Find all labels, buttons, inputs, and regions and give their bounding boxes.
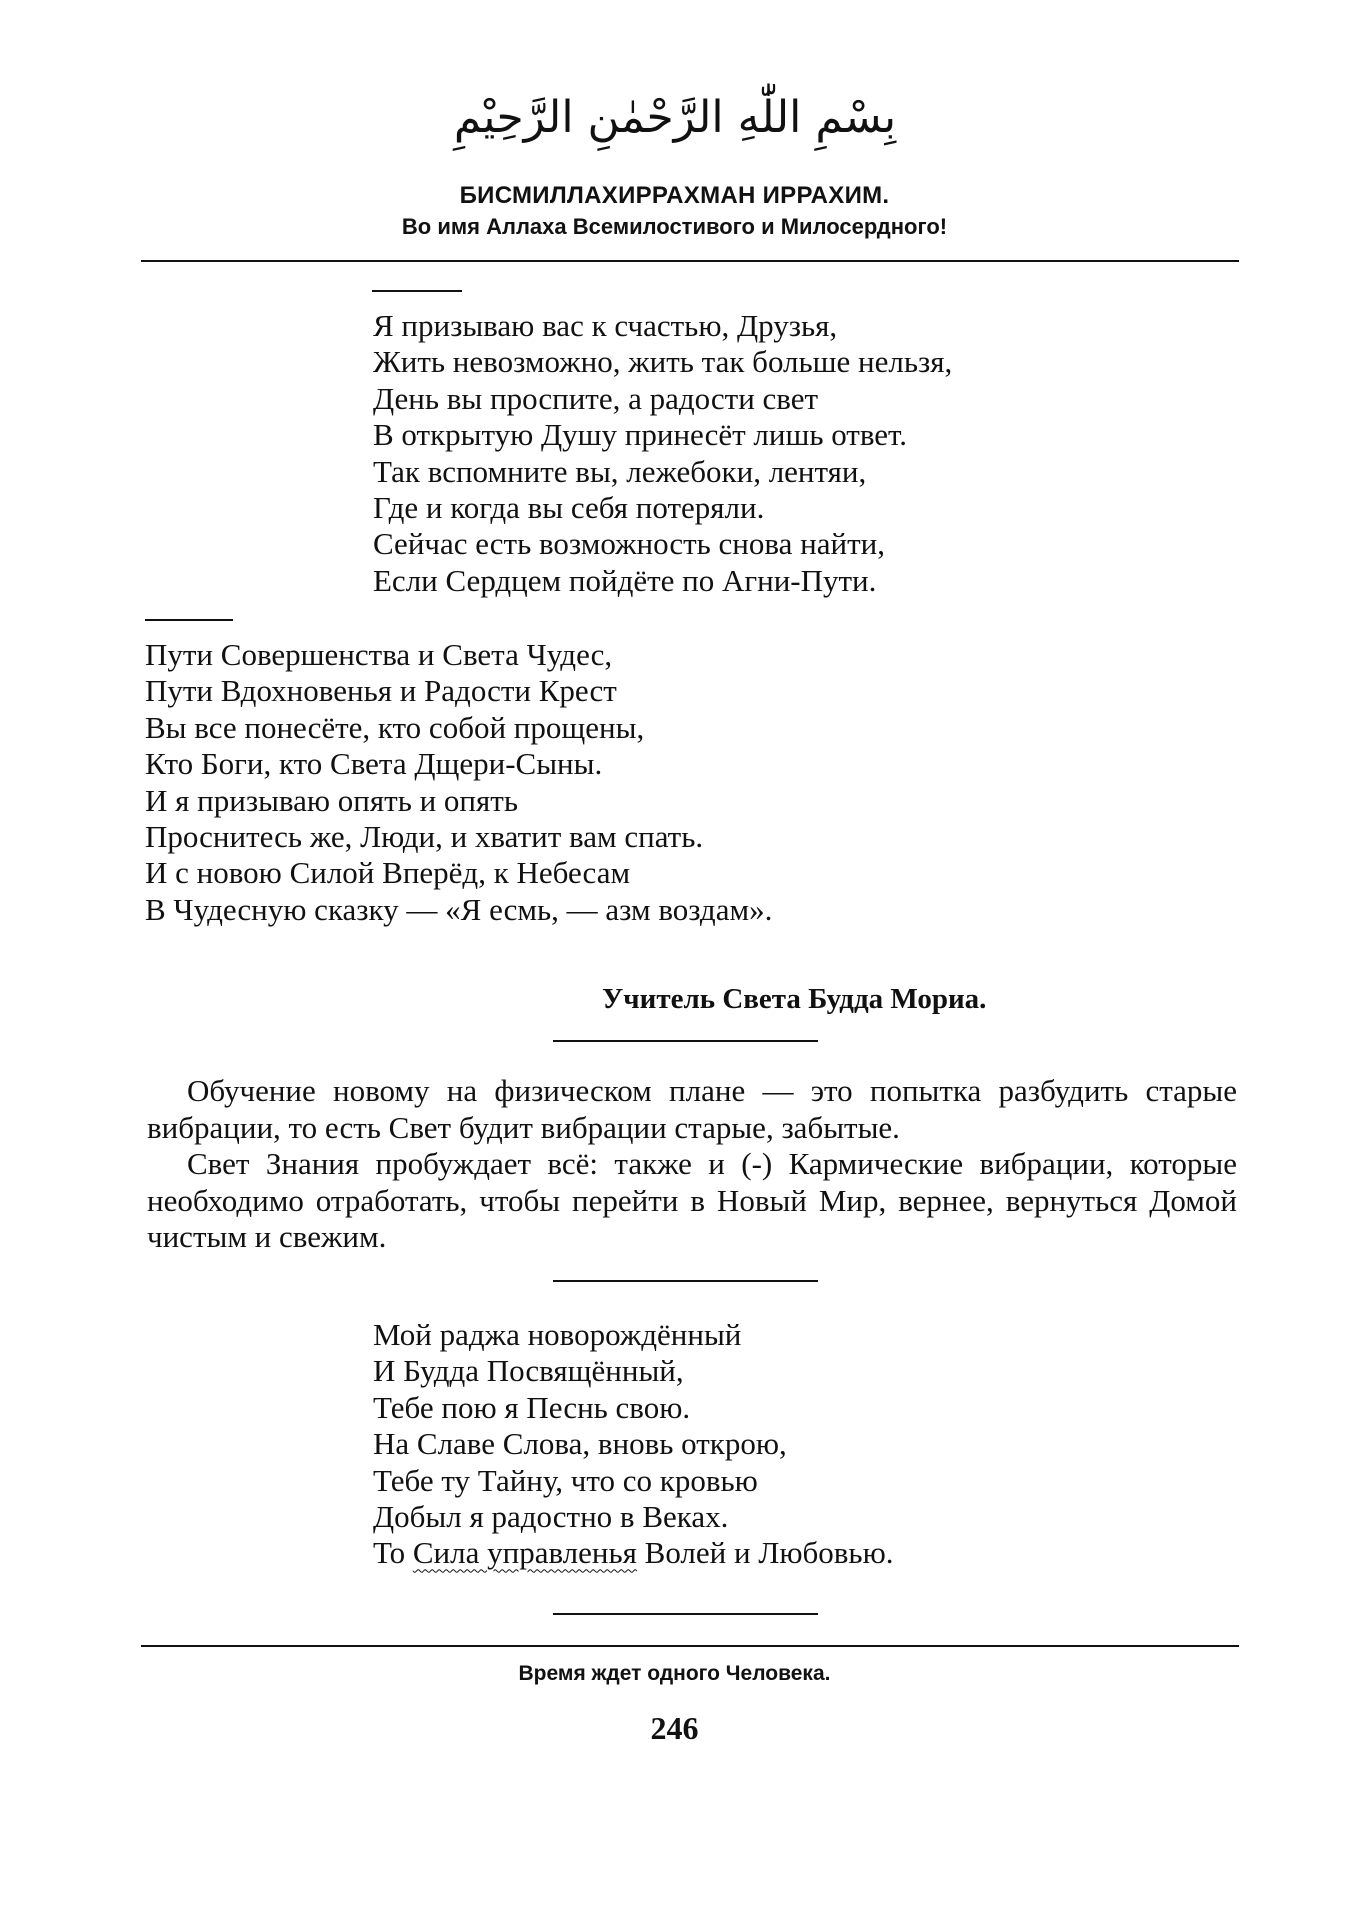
- poem3-divider: [553, 1613, 818, 1615]
- poem2-separator: [145, 619, 233, 621]
- poem-line: Тебе ту Тайну, что со кровью: [373, 1462, 758, 1498]
- page-number: 246: [650, 1710, 699, 1746]
- prose-paragraph: Обучение новому на физическом плане — это попытка разбудить старые вибрации, то есть Свет будит вибрации старые, забытые.: [147, 1073, 1237, 1145]
- footer-note: Время ждет одного Человека.: [518, 1662, 831, 1685]
- poem-line: Тебе пою я Песнь свою.: [373, 1389, 691, 1425]
- poem-1: [373, 308, 952, 599]
- svg-text:بِسْمِ اللّٰهِ الرَّحْمٰنِ الر: بِسْمِ اللّٰهِ الرَّحْمٰنِ الرَّحِيْمِ: [453, 92, 896, 143]
- poem-line: Вы все понесёте, кто собой прощены,: [145, 709, 645, 745]
- poem-line: Мой раджа новорождённый: [373, 1317, 742, 1352]
- poem-line: Я призываю вас к счастью, Друзья,: [373, 308, 838, 343]
- signature-divider: [553, 1040, 818, 1042]
- poem-last-line: [373, 1535, 893, 1571]
- poem-line: Пути Совершенства и Света Чудес,: [145, 637, 613, 672]
- header-divider: [141, 260, 1239, 262]
- underlined-phrase: Сила управленья: [412, 1535, 637, 1571]
- poem-line: Кто Боги, кто Света Дщери-Сыны.: [145, 746, 603, 782]
- prose-paragraph: Свет Знания пробуждает всё: также и (-) Кармические вибрации, которые необходимо отработать, чтобы перейти в Новый Мир, вернее, вернуться Домой чистым и свежим.: [147, 1146, 1237, 1254]
- poem-line: Где и когда вы себя потеряли.: [373, 490, 765, 526]
- poem-line: Жить невозможно, жить так больше нельзя,: [373, 344, 953, 380]
- poem-line: Пути Вдохновенья и Радости Крест: [145, 673, 617, 709]
- poem-line: Если Сердцем пойдёте по Агни-Пути.: [373, 562, 877, 598]
- header-subtitle: Во имя Аллаха Всемилостивого и Милосердного!: [401, 214, 948, 239]
- header-title: БИСМИЛЛАХИРРАХМАН ИРРАХИМ.: [459, 182, 890, 209]
- poem-line: Добыл я радостно в Веках.: [373, 1499, 729, 1535]
- poem-line: И с новою Силой Вперёд, к Небесам: [145, 855, 631, 891]
- footer-divider: [141, 1645, 1239, 1647]
- prose-block: [147, 1073, 1237, 1256]
- poem-line: В Чудесную сказку — «Я есмь, — азм воздам».: [145, 891, 773, 927]
- poem-line: День вы проспите, а радости свет: [373, 380, 819, 416]
- poem-line: Проснитесь же, Люди, и хватит вам спать.: [145, 819, 704, 855]
- poem-line: И Будда Посвящённый,: [373, 1353, 684, 1389]
- poem-line: И я призываю опять и опять: [145, 782, 518, 818]
- poem-line: Сейчас есть возможность снова найти,: [373, 526, 885, 562]
- poem-line: На Славе Слова, вновь открою,: [373, 1426, 787, 1462]
- author-signature: Учитель Света Будда Мориа.: [602, 983, 987, 1015]
- bismillah-calligraphy: [0, 62, 1349, 172]
- line-text: Волей и Любовью.: [636, 1535, 894, 1571]
- poem-3: [373, 1317, 893, 1572]
- poem-line: Так вспомните вы, лежебоки, лентяи,: [373, 453, 867, 489]
- prose-divider: [553, 1280, 818, 1282]
- calligraphy-image: [453, 62, 896, 172]
- poem-2: [145, 637, 772, 928]
- line-text: То: [373, 1535, 413, 1571]
- poem1-separator: [372, 290, 462, 292]
- poem-line: В открытую Душу принесёт лишь ответ.: [373, 417, 908, 453]
